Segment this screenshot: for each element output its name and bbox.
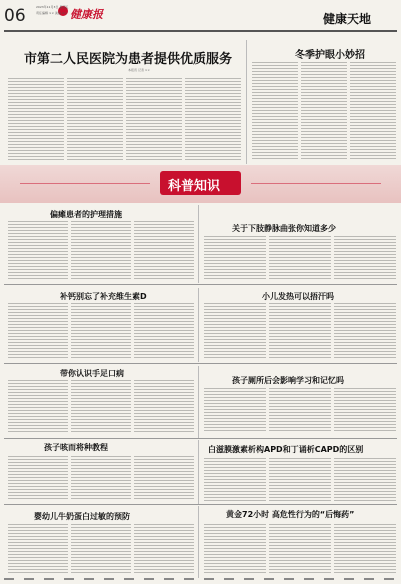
banner-label: 科普知识: [168, 179, 221, 194]
article-headline: 白滋膜激素析构APD和丁诵析CAPD的区别: [208, 445, 364, 454]
newspaper-logo: 健康报: [70, 8, 103, 21]
side-story-headline: 冬季护眼小妙招: [295, 50, 365, 61]
date-line-1: 2023年11月3日 星期五: [36, 5, 69, 9]
article-headline: 补钙别忘了补充维生素D: [60, 292, 147, 301]
article-headline: 孩子厕所后会影响学习和记忆吗: [232, 376, 344, 385]
article-headline: 带你认识手足口病: [60, 369, 124, 378]
top-story-byline: 本报讯 记者 ××: [128, 68, 150, 72]
header-rule: [4, 30, 397, 32]
date-line-2: 责任编辑 ×× 美编 ××: [36, 11, 67, 15]
page-number: 06: [4, 6, 26, 26]
top-story-headline: 市第二人民医院为患者提供优质服务: [24, 52, 233, 67]
article-headline: 黄金72小时 高危性行为的“后悔药”: [226, 510, 355, 519]
article-headline: 婴幼儿牛奶蛋白过敏的预防: [34, 512, 130, 521]
footer-rule: [4, 578, 397, 580]
section-title: 健康天地: [323, 12, 372, 26]
article-headline: 小儿发热可以捂汗吗: [262, 292, 334, 301]
article-headline: 偏瘫患者的护理措施: [50, 210, 122, 219]
article-headline: 关于下肢静脉曲张你知道多少: [232, 224, 336, 233]
page-header: [0, 0, 401, 30]
science-banner: [0, 165, 401, 203]
article-headline: 孩子咳而将种教程: [44, 443, 108, 452]
